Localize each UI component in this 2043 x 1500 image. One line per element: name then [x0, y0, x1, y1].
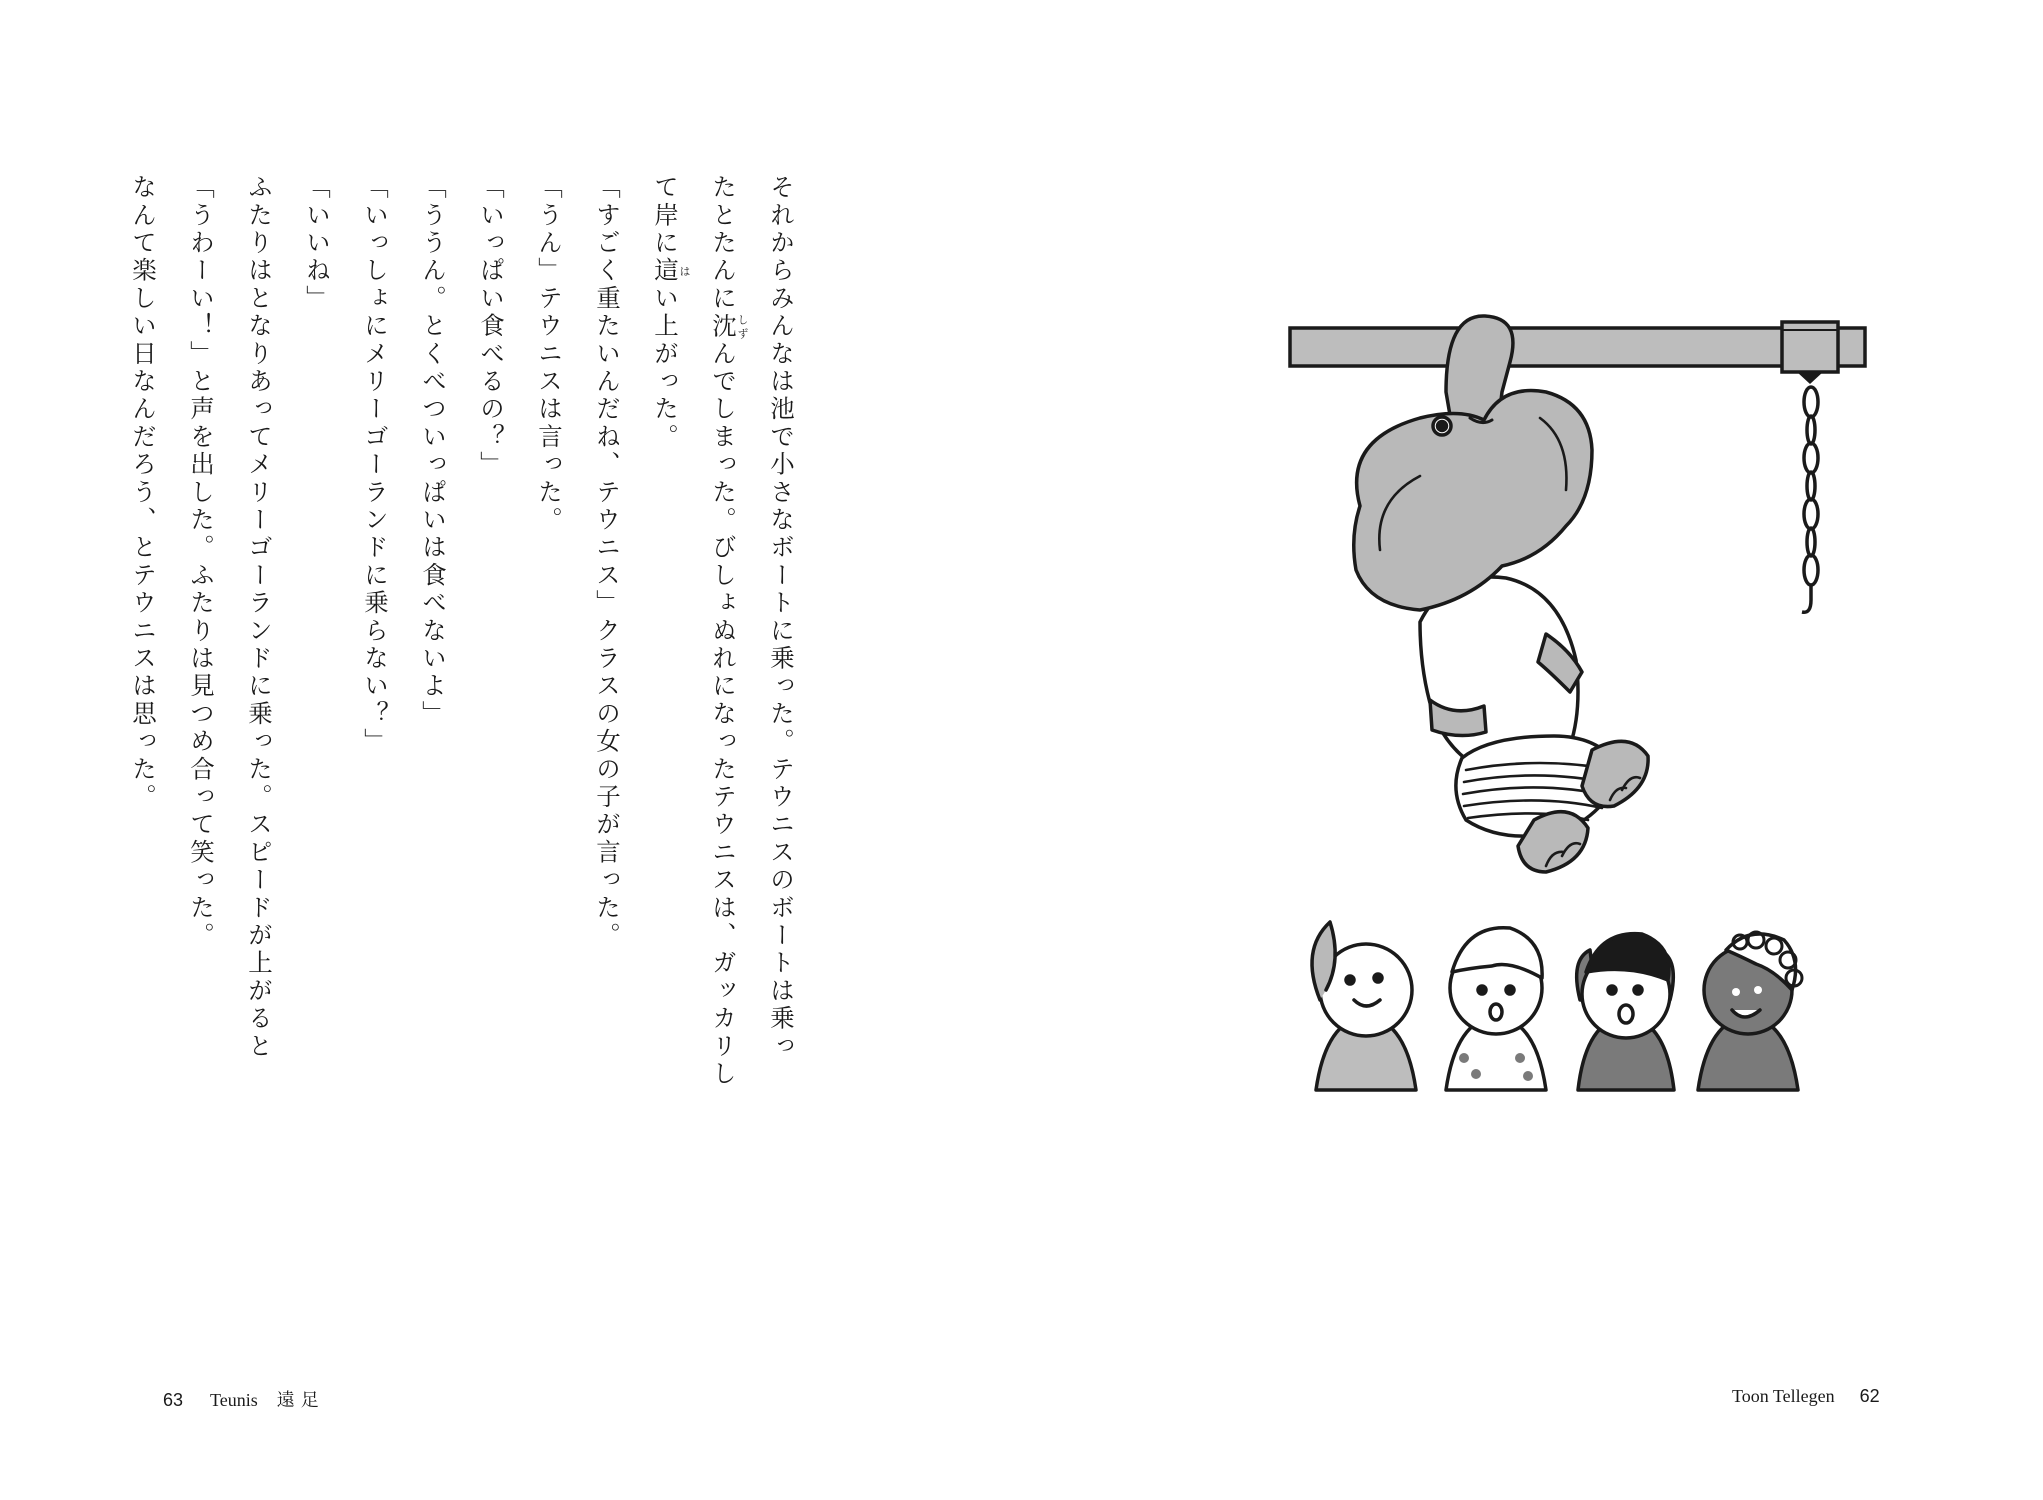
ruby-ha: 這は	[651, 257, 691, 285]
text-line-9: 「いいね」	[303, 174, 332, 313]
footer-left	[163, 1386, 325, 1412]
text-line-7: 「ううん。とくべついっぱいは食べないよ」	[419, 174, 448, 728]
text-line-3-start: て岸に	[651, 174, 680, 258]
elephant-icon	[1354, 316, 1648, 872]
text-line-4: 「すごく重たいんだね、テウニス」クラスの女の子が言った。	[593, 174, 622, 950]
text-line-11: 「うわーい！」と声を出した。ふたりは見つめ合って笑った。	[187, 174, 216, 950]
text-line-2	[694, 174, 752, 1094]
author-name: Toon Tellegen	[1732, 1386, 1835, 1406]
text-line-2-end: んでしまった。びしょぬれになったテウニスは、ガッカリし	[709, 340, 738, 1089]
page-number-left: 63	[163, 1390, 184, 1410]
text-line-6: 「いっぱい食べるの？」	[477, 174, 506, 479]
footer-right	[1732, 1386, 1880, 1407]
elephant-hanging-illustration	[1270, 300, 1880, 1100]
vertical-text-body	[114, 174, 810, 1094]
chapter-title: 遠足	[276, 1390, 325, 1411]
chain-icon	[1802, 387, 1818, 612]
text-line-3	[636, 174, 694, 1094]
text-line-10: ふたりはとなりあってメリーゴーランドに乗った。スピードが上がると	[245, 174, 274, 1061]
text-line-3-end: い上がった。	[651, 284, 680, 452]
children-illustration	[1312, 922, 1802, 1090]
text-line-5: 「うん」テウニスは言った。	[535, 174, 564, 535]
page-number-right: 62	[1859, 1386, 1880, 1406]
series-name: Teunis	[210, 1390, 258, 1410]
bar-icon	[1290, 322, 1865, 384]
ruby-shizu: 沈しず	[709, 312, 749, 341]
text-line-12: なんて楽しい日なんだろう、とテウニスは思った。	[129, 174, 158, 812]
text-line-1: それからみんなは池で小さなボートに乗った。テウニスのボートは乗っ	[767, 174, 796, 1061]
text-line-8: 「いっしょにメリーゴーランドに乗らない？」	[361, 174, 390, 756]
text-line-2-start: たとたんに	[709, 174, 738, 313]
